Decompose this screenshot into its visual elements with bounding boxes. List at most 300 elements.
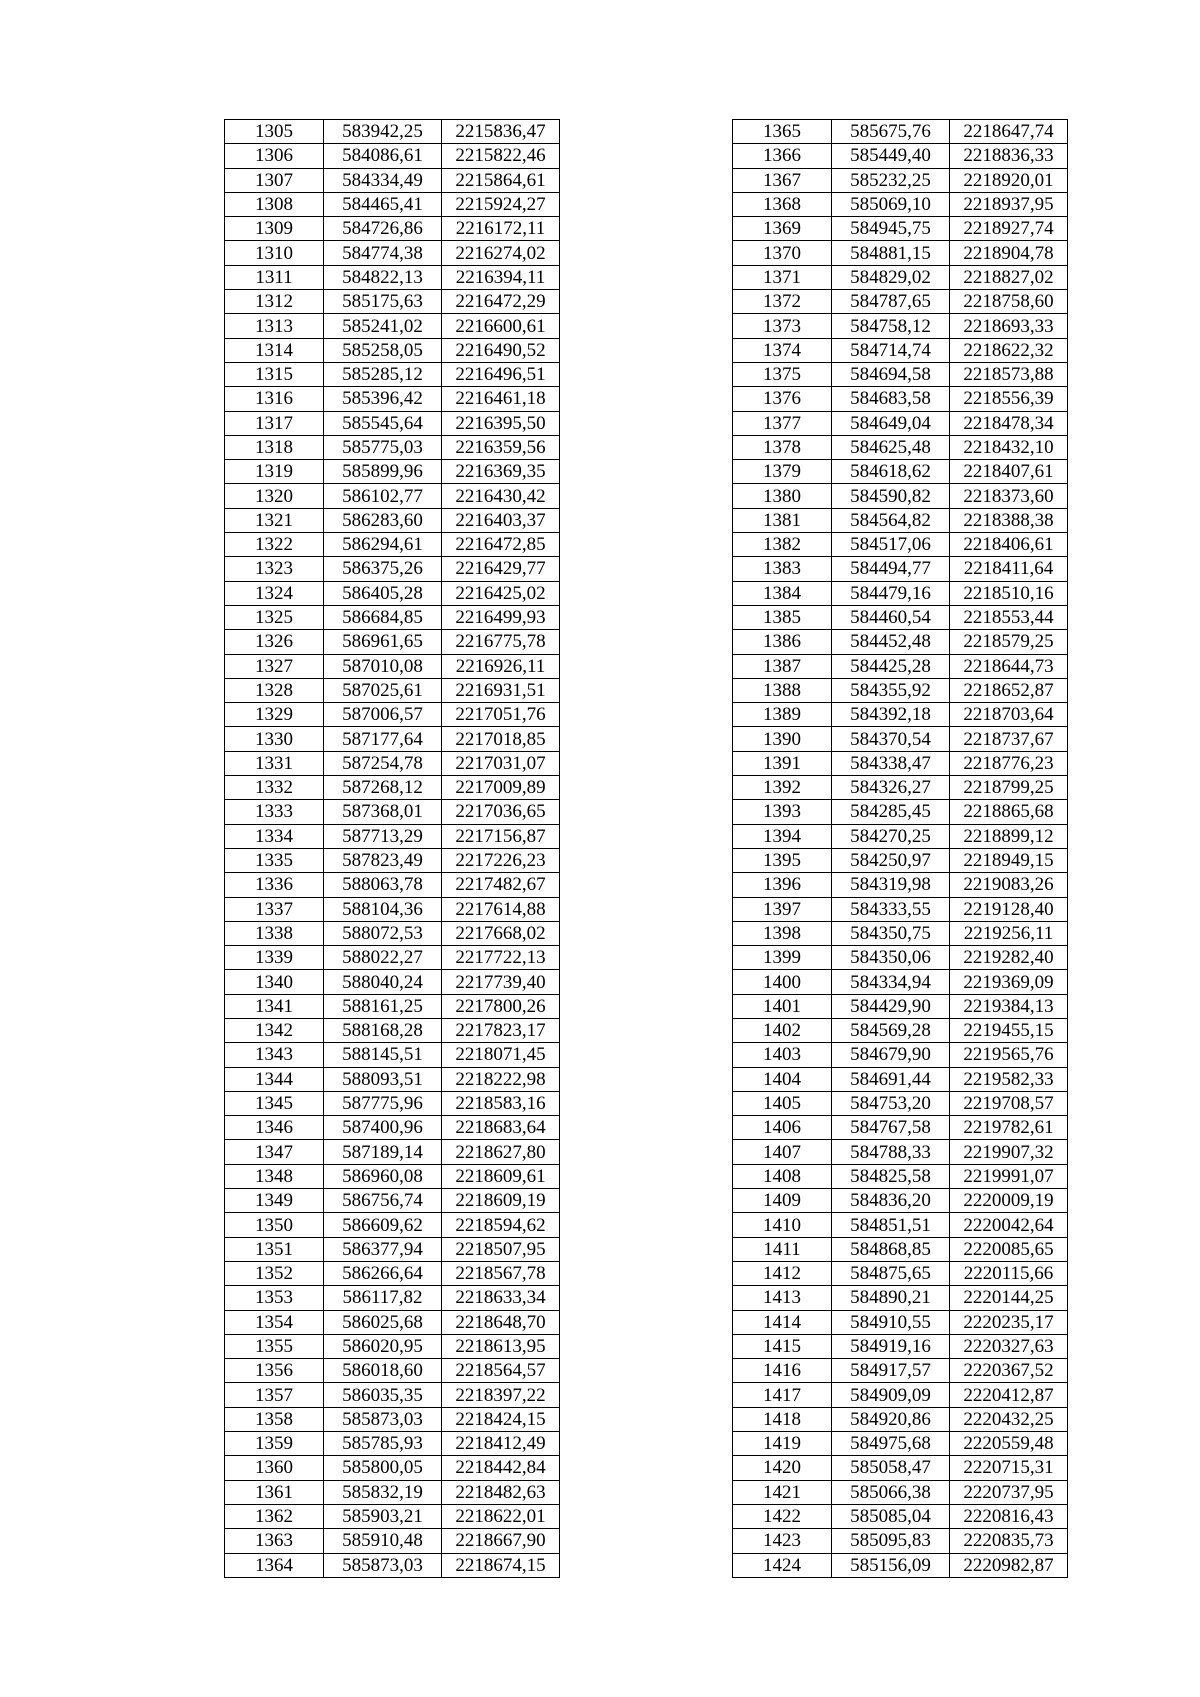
point-number-cell: 1314 (225, 338, 324, 362)
x-coordinate-cell: 586283,60 (324, 508, 442, 532)
x-coordinate-cell: 584851,51 (832, 1213, 950, 1237)
y-coordinate-cell: 2218567,78 (442, 1261, 560, 1285)
point-number-cell: 1423 (733, 1529, 832, 1553)
y-coordinate-cell: 2218594,62 (442, 1213, 560, 1237)
point-number-cell: 1305 (225, 120, 324, 144)
table-row (733, 1067, 1068, 1091)
x-coordinate-cell: 584679,90 (832, 1043, 950, 1067)
x-coordinate-cell: 585058,47 (832, 1456, 950, 1480)
point-number-cell: 1350 (225, 1213, 324, 1237)
point-number-cell: 1315 (225, 362, 324, 386)
y-coordinate-cell: 2216931,51 (442, 678, 560, 702)
y-coordinate-cell: 2219782,61 (950, 1116, 1068, 1140)
table-row (225, 1359, 560, 1383)
x-coordinate-cell: 584787,65 (832, 290, 950, 314)
y-coordinate-cell: 2218644,73 (950, 654, 1068, 678)
point-number-cell: 1396 (733, 873, 832, 897)
table-row (733, 970, 1068, 994)
table-row (225, 848, 560, 872)
y-coordinate-cell: 2216926,11 (442, 654, 560, 678)
table-row (225, 727, 560, 751)
y-coordinate-cell: 2219128,40 (950, 897, 1068, 921)
table-row (733, 994, 1068, 1018)
table-row (225, 678, 560, 702)
point-number-cell: 1366 (733, 144, 832, 168)
table-row (225, 460, 560, 484)
y-coordinate-cell: 2217739,40 (442, 970, 560, 994)
x-coordinate-cell: 586405,28 (324, 581, 442, 605)
x-coordinate-cell: 584350,06 (832, 946, 950, 970)
point-number-cell: 1307 (225, 168, 324, 192)
y-coordinate-cell: 2217018,85 (442, 727, 560, 751)
table-row (733, 1553, 1068, 1577)
table-row (225, 168, 560, 192)
table-row (733, 362, 1068, 386)
x-coordinate-cell: 585873,03 (324, 1407, 442, 1431)
x-coordinate-cell: 586025,68 (324, 1310, 442, 1334)
x-coordinate-cell: 584086,61 (324, 144, 442, 168)
x-coordinate-cell: 588093,51 (324, 1067, 442, 1091)
point-number-cell: 1408 (733, 1164, 832, 1188)
y-coordinate-cell: 2220115,66 (950, 1261, 1068, 1285)
point-number-cell: 1322 (225, 533, 324, 557)
y-coordinate-cell: 2219369,09 (950, 970, 1068, 994)
y-coordinate-cell: 2218583,16 (442, 1091, 560, 1115)
point-number-cell: 1323 (225, 557, 324, 581)
table-row (225, 630, 560, 654)
y-coordinate-cell: 2218693,33 (950, 314, 1068, 338)
x-coordinate-cell: 586684,85 (324, 605, 442, 629)
table-row (225, 1091, 560, 1115)
x-coordinate-cell: 586020,95 (324, 1334, 442, 1358)
x-coordinate-cell: 584758,12 (832, 314, 950, 338)
y-coordinate-cell: 2216403,37 (442, 508, 560, 532)
y-coordinate-cell: 2218388,38 (950, 508, 1068, 532)
x-coordinate-cell: 584285,45 (832, 800, 950, 824)
point-number-cell: 1377 (733, 411, 832, 435)
point-number-cell: 1367 (733, 168, 832, 192)
table-row (225, 411, 560, 435)
y-coordinate-cell: 2218510,16 (950, 581, 1068, 605)
point-number-cell: 1336 (225, 873, 324, 897)
table-row (733, 508, 1068, 532)
y-coordinate-cell: 2218507,95 (442, 1237, 560, 1261)
y-coordinate-cell: 2220816,43 (950, 1504, 1068, 1528)
y-coordinate-cell: 2220327,63 (950, 1334, 1068, 1358)
point-number-cell: 1324 (225, 581, 324, 605)
x-coordinate-cell: 585258,05 (324, 338, 442, 362)
x-coordinate-cell: 584868,85 (832, 1237, 950, 1261)
y-coordinate-cell: 2218622,32 (950, 338, 1068, 362)
y-coordinate-cell: 2217482,67 (442, 873, 560, 897)
table-row (225, 1261, 560, 1285)
x-coordinate-cell: 585066,38 (832, 1480, 950, 1504)
x-coordinate-cell: 584569,28 (832, 1018, 950, 1042)
y-coordinate-cell: 2219282,40 (950, 946, 1068, 970)
point-number-cell: 1421 (733, 1480, 832, 1504)
y-coordinate-cell: 2219708,57 (950, 1091, 1068, 1115)
table-row (225, 1164, 560, 1188)
y-coordinate-cell: 2216461,18 (442, 387, 560, 411)
y-coordinate-cell: 2216395,50 (442, 411, 560, 435)
table-row (733, 144, 1068, 168)
y-coordinate-cell: 2217800,26 (442, 994, 560, 1018)
table-row (225, 1140, 560, 1164)
point-number-cell: 1358 (225, 1407, 324, 1431)
table-row (733, 387, 1068, 411)
x-coordinate-cell: 584392,18 (832, 703, 950, 727)
y-coordinate-cell: 2218865,68 (950, 800, 1068, 824)
x-coordinate-cell: 585899,96 (324, 460, 442, 484)
point-number-cell: 1329 (225, 703, 324, 727)
y-coordinate-cell: 2220432,25 (950, 1407, 1068, 1431)
table-row (733, 1504, 1068, 1528)
x-coordinate-cell: 588022,27 (324, 946, 442, 970)
x-coordinate-cell: 587006,57 (324, 703, 442, 727)
table-row (733, 217, 1068, 241)
table-row (733, 265, 1068, 289)
y-coordinate-cell: 2218564,57 (442, 1359, 560, 1383)
table-row (225, 435, 560, 459)
table-row (733, 727, 1068, 751)
table-row (225, 946, 560, 970)
table-row (225, 751, 560, 775)
point-number-cell: 1411 (733, 1237, 832, 1261)
x-coordinate-cell: 584917,57 (832, 1359, 950, 1383)
x-coordinate-cell: 586018,60 (324, 1359, 442, 1383)
point-number-cell: 1341 (225, 994, 324, 1018)
y-coordinate-cell: 2218553,44 (950, 605, 1068, 629)
x-coordinate-cell: 584460,54 (832, 605, 950, 629)
point-number-cell: 1405 (733, 1091, 832, 1115)
x-coordinate-cell: 584975,68 (832, 1432, 950, 1456)
y-coordinate-cell: 2219384,13 (950, 994, 1068, 1018)
y-coordinate-cell: 2218432,10 (950, 435, 1068, 459)
table-row (225, 1189, 560, 1213)
table-row (225, 338, 560, 362)
y-coordinate-cell: 2218647,74 (950, 120, 1068, 144)
y-coordinate-cell: 2218937,95 (950, 192, 1068, 216)
table-row (225, 776, 560, 800)
y-coordinate-cell: 2216394,11 (442, 265, 560, 289)
point-number-cell: 1349 (225, 1189, 324, 1213)
x-coordinate-cell: 585800,05 (324, 1456, 442, 1480)
point-number-cell: 1399 (733, 946, 832, 970)
table-row (733, 241, 1068, 265)
point-number-cell: 1389 (733, 703, 832, 727)
x-coordinate-cell: 587189,14 (324, 1140, 442, 1164)
y-coordinate-cell: 2216472,29 (442, 290, 560, 314)
y-coordinate-cell: 2218827,02 (950, 265, 1068, 289)
y-coordinate-cell: 2219907,32 (950, 1140, 1068, 1164)
table-row (733, 1043, 1068, 1067)
y-coordinate-cell: 2215924,27 (442, 192, 560, 216)
y-coordinate-cell: 2220559,48 (950, 1432, 1068, 1456)
y-coordinate-cell: 2218609,19 (442, 1189, 560, 1213)
table-row (733, 533, 1068, 557)
y-coordinate-cell: 2216369,35 (442, 460, 560, 484)
table-row (733, 557, 1068, 581)
point-number-cell: 1416 (733, 1359, 832, 1383)
table-row (733, 605, 1068, 629)
table-row (225, 1286, 560, 1310)
table-row (733, 460, 1068, 484)
x-coordinate-cell: 585156,09 (832, 1553, 950, 1577)
y-coordinate-cell: 2219582,33 (950, 1067, 1068, 1091)
x-coordinate-cell: 585285,12 (324, 362, 442, 386)
point-number-cell: 1371 (733, 265, 832, 289)
point-number-cell: 1360 (225, 1456, 324, 1480)
table-row (733, 703, 1068, 727)
point-number-cell: 1409 (733, 1189, 832, 1213)
x-coordinate-cell: 585785,93 (324, 1432, 442, 1456)
y-coordinate-cell: 2218652,87 (950, 678, 1068, 702)
x-coordinate-cell: 584890,21 (832, 1286, 950, 1310)
table-row (733, 290, 1068, 314)
x-coordinate-cell: 584465,41 (324, 192, 442, 216)
table-row (225, 605, 560, 629)
point-number-cell: 1348 (225, 1164, 324, 1188)
x-coordinate-cell: 584517,06 (832, 533, 950, 557)
table-row (733, 314, 1068, 338)
table-row (225, 217, 560, 241)
point-number-cell: 1376 (733, 387, 832, 411)
x-coordinate-cell: 585095,83 (832, 1529, 950, 1553)
point-number-cell: 1316 (225, 387, 324, 411)
x-coordinate-cell: 584649,04 (832, 411, 950, 435)
y-coordinate-cell: 2218758,60 (950, 290, 1068, 314)
point-number-cell: 1363 (225, 1529, 324, 1553)
table-row (225, 387, 560, 411)
coordinates-table-left (224, 119, 560, 1578)
table-row (225, 654, 560, 678)
x-coordinate-cell: 585675,76 (832, 120, 950, 144)
x-coordinate-cell: 585775,03 (324, 435, 442, 459)
point-number-cell: 1310 (225, 241, 324, 265)
table-row (733, 897, 1068, 921)
x-coordinate-cell: 586266,64 (324, 1261, 442, 1285)
point-number-cell: 1398 (733, 921, 832, 945)
x-coordinate-cell: 588161,25 (324, 994, 442, 1018)
x-coordinate-cell: 587254,78 (324, 751, 442, 775)
point-number-cell: 1395 (733, 848, 832, 872)
y-coordinate-cell: 2218627,80 (442, 1140, 560, 1164)
y-coordinate-cell: 2217036,65 (442, 800, 560, 824)
point-number-cell: 1362 (225, 1504, 324, 1528)
table-row (225, 1553, 560, 1577)
point-number-cell: 1401 (733, 994, 832, 1018)
point-number-cell: 1334 (225, 824, 324, 848)
x-coordinate-cell: 584875,65 (832, 1261, 950, 1285)
y-coordinate-cell: 2218633,34 (442, 1286, 560, 1310)
y-coordinate-cell: 2218411,64 (950, 557, 1068, 581)
coordinates-table-right-body (733, 120, 1068, 1578)
y-coordinate-cell: 2219256,11 (950, 921, 1068, 945)
x-coordinate-cell: 584774,38 (324, 241, 442, 265)
table-row (225, 703, 560, 727)
point-number-cell: 1359 (225, 1432, 324, 1456)
x-coordinate-cell: 585069,10 (832, 192, 950, 216)
table-row (225, 314, 560, 338)
table-row (225, 1456, 560, 1480)
point-number-cell: 1379 (733, 460, 832, 484)
y-coordinate-cell: 2220982,87 (950, 1553, 1068, 1577)
point-number-cell: 1337 (225, 897, 324, 921)
point-number-cell: 1375 (733, 362, 832, 386)
table-row (225, 362, 560, 386)
point-number-cell: 1388 (733, 678, 832, 702)
y-coordinate-cell: 2220009,19 (950, 1189, 1068, 1213)
x-coordinate-cell: 587775,96 (324, 1091, 442, 1115)
y-coordinate-cell: 2218613,95 (442, 1334, 560, 1358)
point-number-cell: 1311 (225, 265, 324, 289)
y-coordinate-cell: 2218667,90 (442, 1529, 560, 1553)
table-row (225, 1334, 560, 1358)
point-number-cell: 1417 (733, 1383, 832, 1407)
point-number-cell: 1333 (225, 800, 324, 824)
coordinates-table-right (732, 119, 1068, 1578)
table-row (225, 1407, 560, 1431)
x-coordinate-cell: 588040,24 (324, 970, 442, 994)
x-coordinate-cell: 584829,02 (832, 265, 950, 289)
point-number-cell: 1397 (733, 897, 832, 921)
table-row (225, 921, 560, 945)
table-row (225, 557, 560, 581)
y-coordinate-cell: 2218482,63 (442, 1480, 560, 1504)
x-coordinate-cell: 584334,49 (324, 168, 442, 192)
y-coordinate-cell: 2218836,33 (950, 144, 1068, 168)
y-coordinate-cell: 2218071,45 (442, 1043, 560, 1067)
y-coordinate-cell: 2218920,01 (950, 168, 1068, 192)
point-number-cell: 1346 (225, 1116, 324, 1140)
y-coordinate-cell: 2216274,02 (442, 241, 560, 265)
point-number-cell: 1309 (225, 217, 324, 241)
point-number-cell: 1340 (225, 970, 324, 994)
y-coordinate-cell: 2219083,26 (950, 873, 1068, 897)
table-row (733, 1480, 1068, 1504)
table-row (225, 824, 560, 848)
x-coordinate-cell: 585449,40 (832, 144, 950, 168)
point-number-cell: 1356 (225, 1359, 324, 1383)
x-coordinate-cell: 587025,61 (324, 678, 442, 702)
table-row (225, 290, 560, 314)
point-number-cell: 1380 (733, 484, 832, 508)
x-coordinate-cell: 588104,36 (324, 897, 442, 921)
y-coordinate-cell: 2218703,64 (950, 703, 1068, 727)
point-number-cell: 1413 (733, 1286, 832, 1310)
table-row (733, 484, 1068, 508)
point-number-cell: 1404 (733, 1067, 832, 1091)
y-coordinate-cell: 2218737,67 (950, 727, 1068, 751)
point-number-cell: 1415 (733, 1334, 832, 1358)
y-coordinate-cell: 2220144,25 (950, 1286, 1068, 1310)
point-number-cell: 1368 (733, 192, 832, 216)
point-number-cell: 1382 (733, 533, 832, 557)
x-coordinate-cell: 584270,25 (832, 824, 950, 848)
x-coordinate-cell: 584334,94 (832, 970, 950, 994)
x-coordinate-cell: 587010,08 (324, 654, 442, 678)
table-row (733, 873, 1068, 897)
table-row (733, 168, 1068, 192)
x-coordinate-cell: 587368,01 (324, 800, 442, 824)
point-number-cell: 1369 (733, 217, 832, 241)
y-coordinate-cell: 2218899,12 (950, 824, 1068, 848)
y-coordinate-cell: 2218406,61 (950, 533, 1068, 557)
x-coordinate-cell: 583942,25 (324, 120, 442, 144)
table-row (225, 144, 560, 168)
table-row (225, 484, 560, 508)
table-row (225, 120, 560, 144)
y-coordinate-cell: 2216499,93 (442, 605, 560, 629)
point-number-cell: 1325 (225, 605, 324, 629)
y-coordinate-cell: 2216172,11 (442, 217, 560, 241)
table-row (733, 1164, 1068, 1188)
x-coordinate-cell: 584350,75 (832, 921, 950, 945)
point-number-cell: 1402 (733, 1018, 832, 1042)
x-coordinate-cell: 584753,20 (832, 1091, 950, 1115)
x-coordinate-cell: 584909,09 (832, 1383, 950, 1407)
table-row (733, 1237, 1068, 1261)
x-coordinate-cell: 584836,20 (832, 1189, 950, 1213)
x-coordinate-cell: 584726,86 (324, 217, 442, 241)
point-number-cell: 1387 (733, 654, 832, 678)
point-number-cell: 1361 (225, 1480, 324, 1504)
point-number-cell: 1312 (225, 290, 324, 314)
point-number-cell: 1365 (733, 120, 832, 144)
x-coordinate-cell: 587713,29 (324, 824, 442, 848)
y-coordinate-cell: 2216429,77 (442, 557, 560, 581)
x-coordinate-cell: 585241,02 (324, 314, 442, 338)
y-coordinate-cell: 2219991,07 (950, 1164, 1068, 1188)
table-row (733, 581, 1068, 605)
table-row (225, 241, 560, 265)
x-coordinate-cell: 584788,33 (832, 1140, 950, 1164)
x-coordinate-cell: 587823,49 (324, 848, 442, 872)
point-number-cell: 1357 (225, 1383, 324, 1407)
point-number-cell: 1352 (225, 1261, 324, 1285)
table-row (733, 1286, 1068, 1310)
point-number-cell: 1372 (733, 290, 832, 314)
y-coordinate-cell: 2218674,15 (442, 1553, 560, 1577)
point-number-cell: 1343 (225, 1043, 324, 1067)
table-row (733, 338, 1068, 362)
table-row (225, 265, 560, 289)
x-coordinate-cell: 585175,63 (324, 290, 442, 314)
table-row (225, 1213, 560, 1237)
point-number-cell: 1364 (225, 1553, 324, 1577)
point-number-cell: 1390 (733, 727, 832, 751)
x-coordinate-cell: 586035,35 (324, 1383, 442, 1407)
table-row (733, 751, 1068, 775)
table-row (733, 192, 1068, 216)
point-number-cell: 1332 (225, 776, 324, 800)
x-coordinate-cell: 584494,77 (832, 557, 950, 581)
point-number-cell: 1338 (225, 921, 324, 945)
point-number-cell: 1391 (733, 751, 832, 775)
point-number-cell: 1412 (733, 1261, 832, 1285)
table-row (225, 1432, 560, 1456)
y-coordinate-cell: 2218622,01 (442, 1504, 560, 1528)
x-coordinate-cell: 588145,51 (324, 1043, 442, 1067)
y-coordinate-cell: 2217226,23 (442, 848, 560, 872)
table-row (733, 678, 1068, 702)
y-coordinate-cell: 2218799,25 (950, 776, 1068, 800)
x-coordinate-cell: 584625,48 (832, 435, 950, 459)
point-number-cell: 1355 (225, 1334, 324, 1358)
x-coordinate-cell: 584822,13 (324, 265, 442, 289)
point-number-cell: 1327 (225, 654, 324, 678)
x-coordinate-cell: 584370,54 (832, 727, 950, 751)
